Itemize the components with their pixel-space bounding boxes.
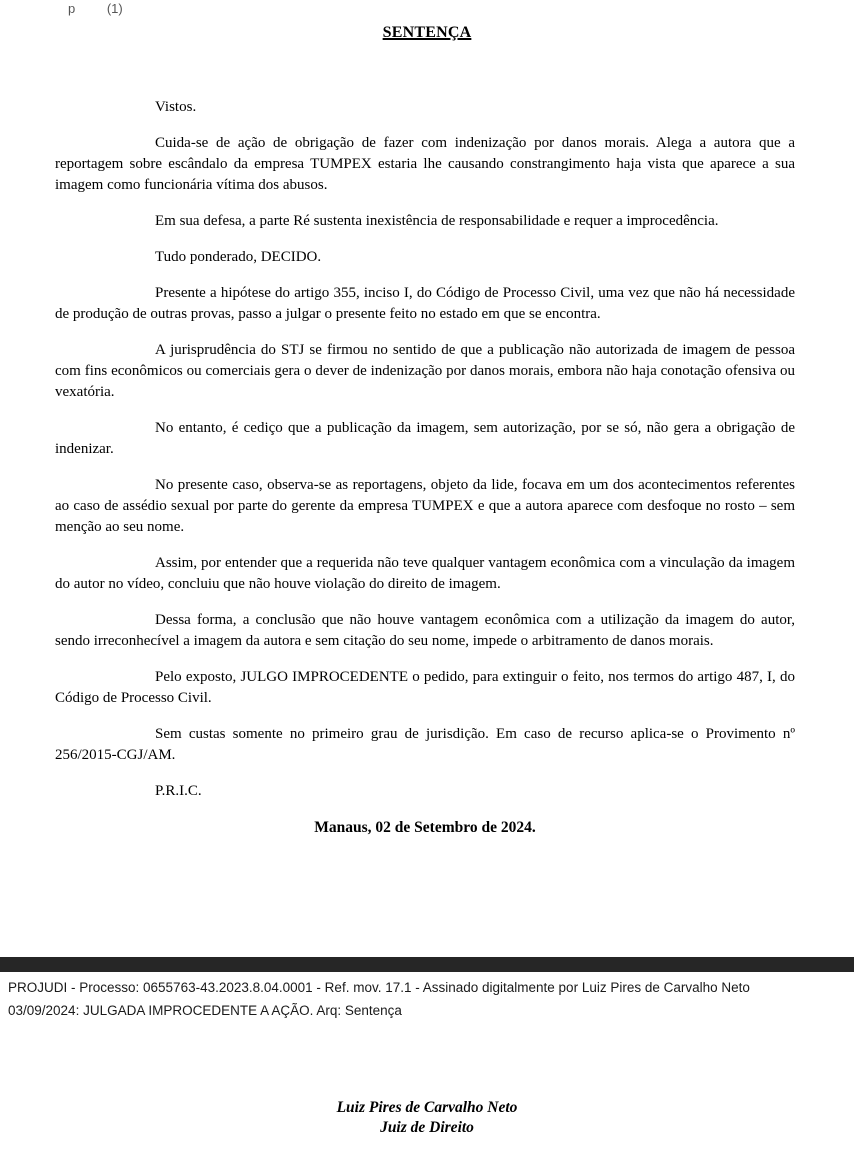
signature-role: Juiz de Direito [380, 1119, 474, 1136]
body-paragraph: Presente a hipótese do artigo 355, inciso I, do Código de Processo Civil, uma vez que não há necessidade de produção de outras provas, passo a julgar o presente feito no estado em que se encontra. [55, 285, 795, 322]
body-paragraph: Em sua defesa, a parte Ré sustenta inexistência de responsabilidade e requer a improcedência. [155, 213, 719, 229]
projudi-stamp-line-2: 03/09/2024: JULGADA IMPROCEDENTE A AÇÃO. Arq: Sentença [8, 1002, 402, 1018]
signature-block [0, 1098, 854, 1138]
body-paragraph: Vistos. [155, 99, 197, 115]
document-title: SENTENÇA [382, 24, 472, 41]
body-paragraph: Tudo ponderado, DECIDO. [155, 249, 322, 265]
body-paragraph: Assim, por entender que a requerida não teve qualquer vantagem econômica com a vinculação da imagem do autor no vídeo, concluiu que não houve violação do direito de imagem. [55, 555, 795, 592]
projudi-stamp [8, 977, 848, 1022]
body-paragraph: No entanto, é cediço que a publicação da imagem, sem autorização, por se só, não gera a obrigação de indenizar. [55, 420, 795, 457]
dateline: Manaus, 02 de Setembro de 2024. [314, 819, 536, 836]
body-paragraph: P.R.I.C. [155, 783, 202, 799]
projudi-stamp-line-1: PROJUDI - Processo: 0655763-43.2023.8.04.0001 - Ref. mov. 17.1 - Assinado digitalmente por Luiz Pires de Carvalho Neto [8, 980, 750, 995]
signature-name: Luiz Pires de Carvalho Neto [336, 1099, 518, 1116]
body-paragraph: Pelo exposto, JULGO IMPROCEDENTE o pedido, para extinguir o feito, nos termos do artigo 487, I, do Código de Processo Civil. [55, 669, 795, 706]
cutoff-text-fragment: p (1) [68, 1, 123, 16]
body-paragraph: Sem custas somente no primeiro grau de jurisdição. Em caso de recurso aplica-se o Provimento nº 256/2015-CGJ/AM. [55, 726, 795, 763]
page-separator-bar [0, 957, 854, 972]
body-paragraph: Dessa forma, a conclusão que não houve vantagem econômica com a utilização da imagem do autor, sendo irreconhecível a imagem da autora e sem citação do seu nome, impede o arbitramento de danos morais. [55, 612, 795, 649]
document-body [55, 97, 795, 853]
body-paragraph: Cuida-se de ação de obrigação de fazer com indenização por danos morais. Alega a autora que a reportagem sobre escândalo da empresa TUMPEX estaria lhe causando constrangimento haja vista que aparece a sua imagem como funcionária vítima dos abusos. [55, 135, 795, 193]
body-paragraph: A jurisprudência do STJ se firmou no sentido de que a publicação não autorizada de imagem de pessoa com fins econômicos ou comerciais gera o dever de indenização por danos morais, embora não haja conotação ofensiva ou vexatória. [55, 342, 795, 400]
body-paragraph: No presente caso, observa-se as reportagens, objeto da lide, focava em um dos acontecimentos referentes ao caso de assédio sexual por parte do gerente da empresa TUMPEX e que a autora aparece com desfoque no rosto – sem menção ao seu nome. [55, 477, 795, 535]
